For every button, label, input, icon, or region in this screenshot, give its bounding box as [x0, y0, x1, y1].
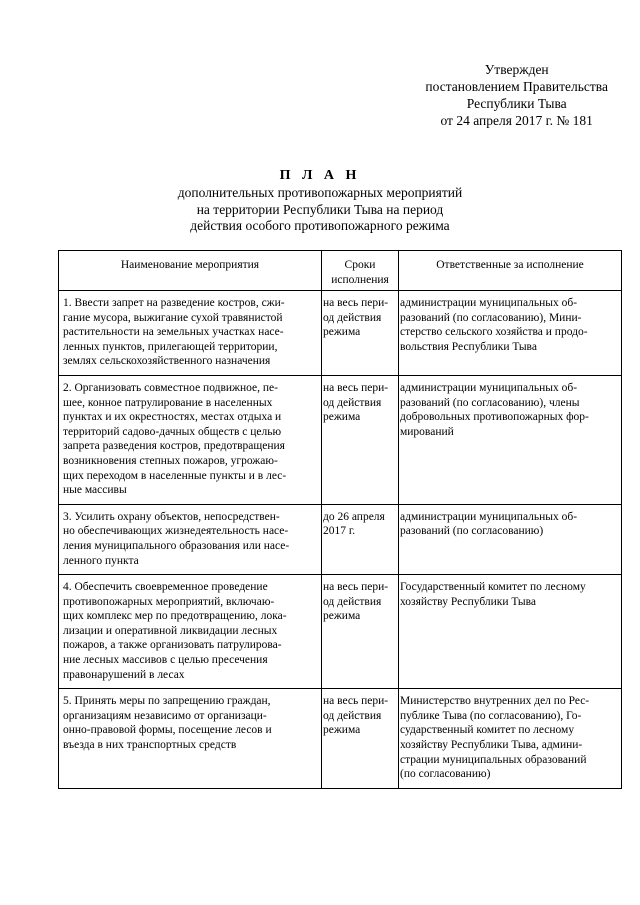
- header-deadline-line: Сроки: [344, 259, 376, 271]
- deadline-line: од действия: [323, 709, 382, 722]
- responsible-line: хозяйству Республики Тыва: [400, 595, 536, 608]
- activity-line: 3. Усилить охрану объектов, непосредствен-: [63, 510, 280, 523]
- document-subtitle-line: дополнительных противопожарных мероприятий: [177, 185, 463, 200]
- deadline-line: на весь пери-: [323, 297, 389, 309]
- activity-line: шее, конное патрулирование в населенных: [63, 396, 273, 409]
- activities-table: [58, 250, 622, 789]
- deadline-line: 2017 г.: [323, 525, 356, 538]
- responsible-line: разований (по согласованию): [400, 525, 544, 538]
- activity-cell: [59, 504, 322, 574]
- deadline-line: режима: [323, 326, 361, 339]
- activity-cell: [59, 375, 322, 504]
- activity-line: гание мусора, выжигание сухой травянистой: [63, 311, 283, 324]
- deadline-line: од действия: [323, 311, 382, 324]
- responsible-line: сударственный комитет по лесному: [400, 724, 575, 737]
- responsible-line: Государственный комитет по лесному: [400, 581, 586, 594]
- activity-line: ленных пунктов, прилегающей территории,: [63, 340, 278, 353]
- deadline-cell: [322, 689, 399, 789]
- deadline-cell: [322, 375, 399, 504]
- activity-line: 5. Принять меры по запрещению граждан,: [63, 695, 271, 708]
- table-header-row: [59, 251, 622, 291]
- deadline-line: режима: [323, 610, 361, 623]
- responsible-cell: [399, 504, 622, 574]
- activity-line: пожаров, а также организовать патрулирова-: [63, 639, 282, 652]
- activity-line: ления муниципального образования или насе-: [63, 539, 290, 552]
- activity-line: растительности на земельных участках насе-: [63, 326, 284, 339]
- responsible-line: страции муниципальных образований: [400, 753, 587, 766]
- deadline-line: на весь пери-: [323, 695, 389, 708]
- activity-cell: [59, 575, 322, 689]
- responsible-line: вольствия Республики Тыва: [400, 340, 537, 353]
- activity-line: возникновения степных пожаров, угрожаю-: [63, 454, 278, 467]
- activity-line: 4. Обеспечить своевременное проведение: [63, 581, 268, 594]
- table-row: [59, 575, 622, 689]
- approval-line-approved: Утвержден: [484, 62, 549, 77]
- activity-line: запрета разведения костров, предотвращения: [63, 440, 285, 453]
- table-row: [59, 291, 622, 376]
- table-row: [59, 375, 622, 504]
- activity-line: но обеспечивающих жизнедеятельность насе-: [63, 525, 289, 538]
- activity-line: въезда в них транспортных средств: [63, 739, 237, 752]
- table-row: [59, 504, 622, 574]
- responsible-cell: [399, 575, 622, 689]
- deadline-line: режима: [323, 724, 361, 737]
- activity-line: организациям независимо от организаци-: [63, 709, 267, 722]
- activity-cell: [59, 689, 322, 789]
- activity-cell: [59, 291, 322, 376]
- activity-line: щих комплекс мер по предотвращению, лока-: [63, 610, 287, 623]
- document-subtitle-line: на территории Республики Тыва на период: [196, 201, 444, 217]
- activity-line: землях сельскохозяйственного назначения: [63, 355, 271, 368]
- document-title: П Л А Н: [279, 168, 361, 183]
- responsible-cell: [399, 291, 622, 376]
- deadline-line: режима: [323, 411, 361, 424]
- header-deadline: [322, 251, 399, 291]
- approval-block: [425, 61, 608, 129]
- header-activity-name: Наименование мероприятия: [59, 251, 322, 291]
- deadline-cell: [322, 575, 399, 689]
- deadline-line: до 26 апреля: [323, 510, 385, 523]
- responsible-line: администрации муниципальных об-: [400, 510, 578, 523]
- responsible-line: администрации муниципальных об-: [400, 381, 578, 394]
- responsible-cell: [399, 689, 622, 789]
- activity-line: территорий садово-дачных обществ с целью: [63, 425, 282, 438]
- header-deadline-line: исполнения: [331, 273, 389, 286]
- deadline-line: од действия: [323, 396, 382, 409]
- table-body: [59, 291, 622, 789]
- activity-line: онно-правовой формы, посещение лесов и: [63, 724, 272, 737]
- deadline-cell: [322, 504, 399, 574]
- responsible-line: публике Тыва (по согласованию), Го-: [400, 709, 582, 722]
- approval-line-republic: Республики Тыва: [466, 96, 567, 111]
- activity-line: пунктах и их окрестностях, местах отдыха и: [63, 411, 282, 424]
- approval-line-date: от 24 апреля 2017 г. № 181: [440, 113, 593, 128]
- activity-line: правонарушений в лесах: [63, 668, 185, 681]
- document-subtitle-line: действия особого противопожарного режима: [190, 218, 450, 233]
- responsible-line: добровольных противопожарных фор-: [400, 411, 589, 424]
- responsible-line: Министерство внутренних дел по Рес-: [400, 695, 590, 708]
- activity-line: щих переходом в населенные пункты и в лес-: [63, 469, 287, 482]
- activity-line: ные массивы: [63, 484, 127, 497]
- responsible-line: разований (по согласованию), члены: [400, 396, 580, 409]
- responsible-line: (по согласованию): [400, 768, 491, 781]
- deadline-line: на весь пери-: [323, 381, 389, 394]
- responsible-line: администрации муниципальных об-: [400, 297, 578, 309]
- responsible-line: разований (по согласованию), Мини-: [400, 311, 582, 324]
- activity-line: 1. Ввести запрет на разведение костров, сжи-: [63, 297, 285, 309]
- deadline-cell: [322, 291, 399, 376]
- responsible-cell: [399, 375, 622, 504]
- approval-line-resolution: постановлением Правительства: [425, 79, 608, 94]
- table-row: [59, 689, 622, 789]
- responsible-line: мирований: [400, 425, 454, 438]
- activity-line: ние лесных массивов с целью пресечения: [63, 654, 268, 667]
- activity-line: 2. Организовать совместное подвижное, пе-: [63, 381, 278, 394]
- document-header: [0, 167, 640, 235]
- activity-line: противопожарных мероприятий, включаю-: [63, 595, 275, 608]
- activity-line: ленного пункта: [63, 554, 139, 567]
- responsible-line: стерство сельского хозяйства и продо-: [400, 326, 588, 339]
- responsible-line: хозяйству Республики Тыва, админи-: [400, 739, 583, 752]
- deadline-line: од действия: [323, 595, 382, 608]
- header-responsible: Ответственные за исполнение: [399, 251, 622, 291]
- activity-line: лизации и оперативной ликвидации лесных: [63, 624, 278, 637]
- deadline-line: на весь пери-: [323, 581, 389, 594]
